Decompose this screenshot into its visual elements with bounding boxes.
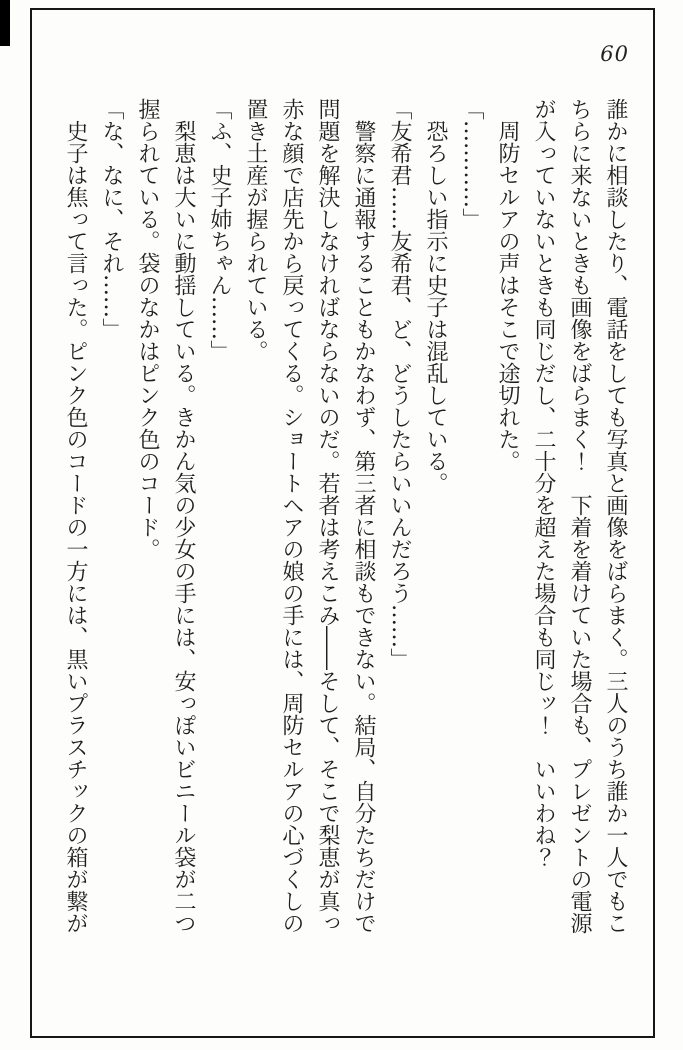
paragraph: 「ふ、史子姉ちゃん……」 bbox=[207, 98, 232, 362]
scan-artifact bbox=[0, 0, 10, 46]
paragraph: 史子は焦って言った。ピンク色のコードの一方には、黒いプラスチックの箱が繋が bbox=[63, 98, 88, 934]
paragraph: 梨恵は大いに動揺している。きかん気の少女の手には、安っぽいビニール袋が二つ握られている。袋のなかはピンク色のコード。 bbox=[135, 98, 196, 934]
paragraph: 恐ろしい指示に史子は混乱している。 bbox=[423, 98, 448, 494]
paragraph: 「な、なに、それ……」 bbox=[99, 98, 124, 340]
page-number: 60 bbox=[600, 42, 629, 66]
paragraph: 「…………」 bbox=[459, 98, 484, 230]
paragraph: 警察に通報することもかなわず、第三者に相談もできない。結局、自分たちだけで問題を解決しなければならないのだ。若者は考えこみ――そして、そこで梨恵が真っ赤な顔で店先から戻ってくる。ショートヘアの娘の手には、周防セルアの心づくしの置き土産が握られている。 bbox=[243, 98, 376, 934]
body-text bbox=[57, 98, 633, 934]
paragraph: 誰かに相談したり、電話をしても写真と画像をばらまく。三人のうち誰か一人でもこちらに来ないときも画像をばらまく！ 下着を着けていた場合も、プレゼントの電源が入っていないときも同じだし、二十分を超えた場合も同じッ！ いいわね？ bbox=[531, 98, 628, 934]
paragraph: 周防セルアの声はそこで途切れた。 bbox=[495, 98, 520, 472]
paragraph: 「友希君……友希君、ど、どうしたらいいんだろう……」 bbox=[387, 98, 412, 670]
